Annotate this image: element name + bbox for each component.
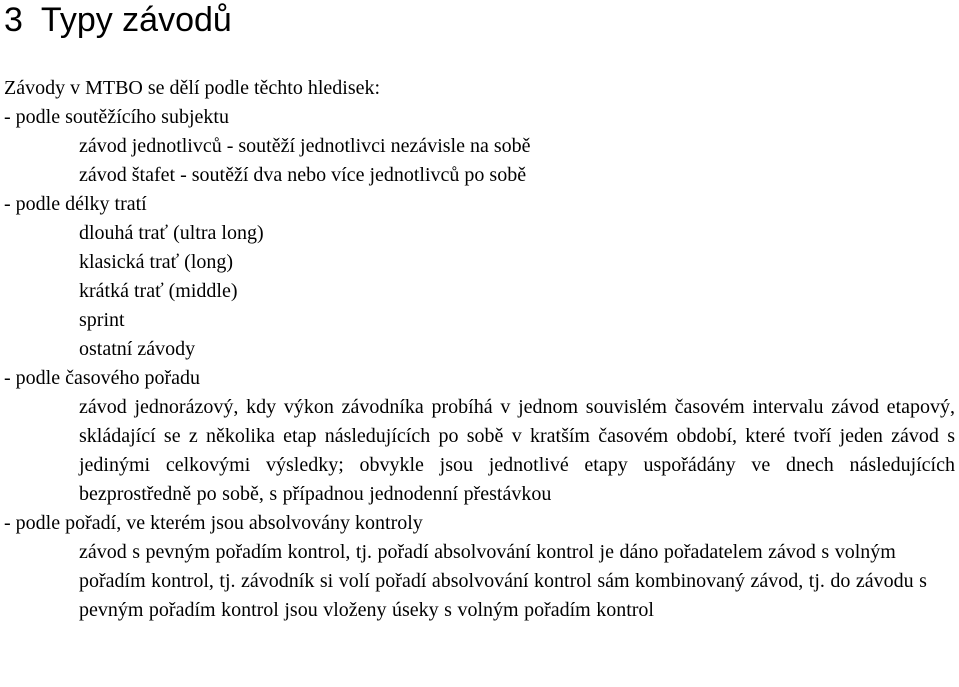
category-item: sprint [79, 309, 125, 331]
category-label: - podle délky tratí [4, 193, 147, 215]
section-number: 3 [4, 1, 23, 39]
category-item: klasická trať (long) [79, 251, 234, 273]
category-label: - podle časového pořadu [4, 367, 201, 389]
category-item: dlouhá trať (ultra long) [79, 222, 264, 244]
section-heading [4, 0, 232, 42]
document-body [4, 74, 959, 625]
category-label: - podle soutěžícího subjektu [4, 106, 229, 128]
section-title: Typy závodů [40, 1, 232, 39]
category-item: závod štafet - soutěží dva nebo více jednotlivců po sobě [79, 164, 527, 186]
category-item: závod jednotlivců - soutěží jednotlivci nezávisle na sobě [79, 135, 531, 157]
category-label: - podle pořadí, ve kterém jsou absolvovány kontroly [4, 512, 423, 534]
category-paragraph: závod jednorázový, kdy výkon závodníka probíhá v jednom souvislém časovém intervalu závod etapový, skládající se z několika etap následujících po sobě v kratším časovém období, které tvoří jeden závod s jedinými celkovými výsledky; obvykle jsou jednotlivé etapy uspořádány ve dnech následujících bezprostředně po sobě, s případnou jednodenní přestávkou [79, 396, 955, 505]
category-item: krátká trať (middle) [79, 280, 238, 302]
category-item: ostatní závody [79, 338, 196, 360]
intro-text: Závody v MTBO se dělí podle těchto hledisek: [4, 77, 381, 99]
category-paragraph: závod s pevným pořadím kontrol, tj. pořadí absolvování kontrol je dáno pořadatelem závod s volným pořadím kontrol, tj. závodník si volí pořadí absolvování kontrol sám kombinovaný závod, tj. do závodu s pevným pořadím kontrol jsou vloženy úseky s volným pořadím kontrol [79, 541, 927, 621]
